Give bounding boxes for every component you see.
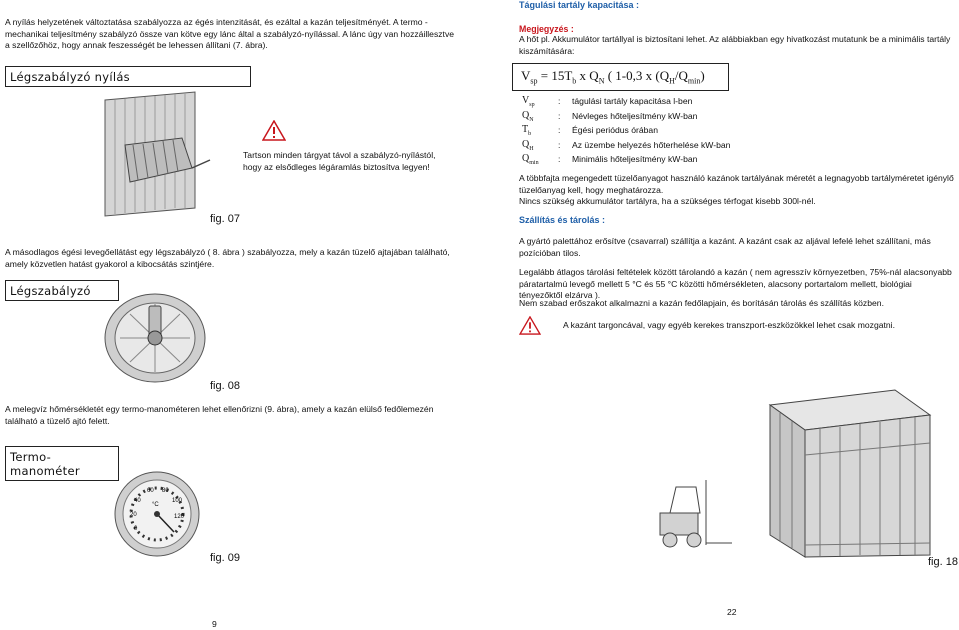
gauge-tick-120: 120: [174, 514, 185, 520]
figure-caption-08: fig. 08: [210, 380, 240, 392]
thermo-manometer-paragraph: A melegvíz hőmérsékletét egy termo-manométeren lehet ellenőrizni (9. ábra), amely a kazán elülső fedőlemezén található a tüzelő ajtó felett.: [5, 404, 434, 426]
gauge-unit: °C: [152, 502, 159, 508]
page-number-right: 22: [727, 607, 737, 617]
figure-caption-09: fig. 09: [210, 552, 240, 564]
note-text: A hőt pl. Akkumulátor tartállyal is biztosítani lehet. Az alábbiakban egy hivatkozást mutatunk be a minimális tartály kiszámítására:: [519, 34, 951, 56]
warning-text-keep-clear: Tartson minden tárgyat távol a szabályzó-nyílástól, hogy az elsődleges légáramlás biztosítva legyen!: [243, 150, 436, 172]
gauge-tick-40: 40: [134, 498, 141, 504]
gauge-tick-100: 100: [172, 498, 183, 504]
figure-caption-18: fig. 18: [928, 556, 958, 568]
secondary-air-paragraph: A másodlagos égési levegőellátást egy légszabályzó ( 8. ábra ) szabályozza, mely a kazán tüzelő ajtajában található, amely közvetlen hatást gyakorol a kibocsátás szintjére.: [5, 247, 450, 269]
page-number-left: 9: [212, 619, 217, 629]
tank-formula: $V_{sp} = 15T_b$ x $Q_N$ ( 1-0,3 x $(Q_H/Q_{min})$: [512, 63, 729, 91]
forklift-warning-text: A kazánt targoncával, vagy egyéb kerekes transzport-eszközökkel lehet csak mozgatni.: [563, 320, 895, 330]
legend-row: $Q_H$ : Az üzembe helyezés hőterhelése kW-ban: [522, 138, 731, 152]
no-force-paragraph: Nem szabad erőszakot alkalmazni a kazán fedőlapjain, és borításán tárolás és szállítás közben.: [519, 298, 884, 308]
heading-expansion-tank: Tágulási tartály kapacitása :: [519, 0, 640, 10]
warning-icon: [262, 120, 286, 141]
thermo-manometer-gauge: [112, 470, 202, 558]
warning-icon: [519, 316, 541, 335]
heading-transport-storage: Szállítás és tárolás :: [519, 215, 606, 225]
intro-paragraph: A nyílás helyzetének változtatása szabályozza az égés intenzitását, és ezáltal a kazán teljesítményét. A termo - mechanikai teljesítmény szabályzó össze van kötve egy lánc által a szabályzó-nyílással. A lánc úgy van hozzáillesztve a szellőzőhöz, hogy annak feszességét be lehessen állítani (7. ábra).: [5, 17, 455, 50]
air-regulator-flap-illustration: [100, 90, 218, 220]
legend-row: $T_b$ : Égési periódus órában: [522, 124, 658, 137]
gauge-tick-60: 60: [147, 488, 154, 494]
round-air-regulator-illustration: [100, 292, 210, 384]
label-box-air-regulator-opening: Légszabályzó nyílás: [5, 66, 251, 87]
gauge-tick-80: 80: [162, 488, 169, 494]
legend-row: $Q_{min}$ : Minimális hőteljesítmény kW-ban: [522, 153, 698, 166]
gauge-tick-20: 20: [130, 512, 137, 518]
legend-row: $V_{sp}$ : tágulási tartály kapacitása l-ben: [522, 95, 693, 108]
crated-boiler-forklift-illustration: [650, 385, 950, 560]
note-label: Megjegyzés :: [519, 24, 574, 34]
transport-paragraph: A gyártó palettához erősítve (csavarral) szállítja a kazánt. A kazánt csak az aljával lefelé lehet szállítani, más pozícióban tilos.: [519, 236, 931, 258]
label-box-air-regulator: Légszabályzó: [5, 280, 119, 301]
figure-caption-07: fig. 07: [210, 213, 240, 225]
fuel-tank-paragraph: A többfajta megengedett tüzelőanyagot használó kazánok tartályának méretét a legnagyobb tartályméretet igénylő tüzelőanyag kell, hogy meghatározza.: [519, 173, 954, 195]
storage-conditions-paragraph: Legalább átlagos tárolási feltételek között tárolandó a kazán ( nem agresszív környezetben, 75%-nál alacsonyabb páratartalmú levegő mellett 5 °C és 55 °C közötti hőmérsékleten, alacsony portartalom mellett, biológiai tényezőktől elzárva ).: [519, 267, 952, 300]
label-box-thermo-manometer: Termo-manométer: [5, 446, 119, 481]
gauge-tick-0: 0: [134, 526, 138, 532]
formula-legend: [522, 96, 730, 169]
no-accumulator-paragraph: Nincs szükség akkumulátor tartályra, ha a szükséges térfogat kisebb 300l-nél.: [519, 196, 816, 206]
legend-row: $Q_N$ : Névleges hőteljesítmény kW-ban: [522, 109, 698, 123]
